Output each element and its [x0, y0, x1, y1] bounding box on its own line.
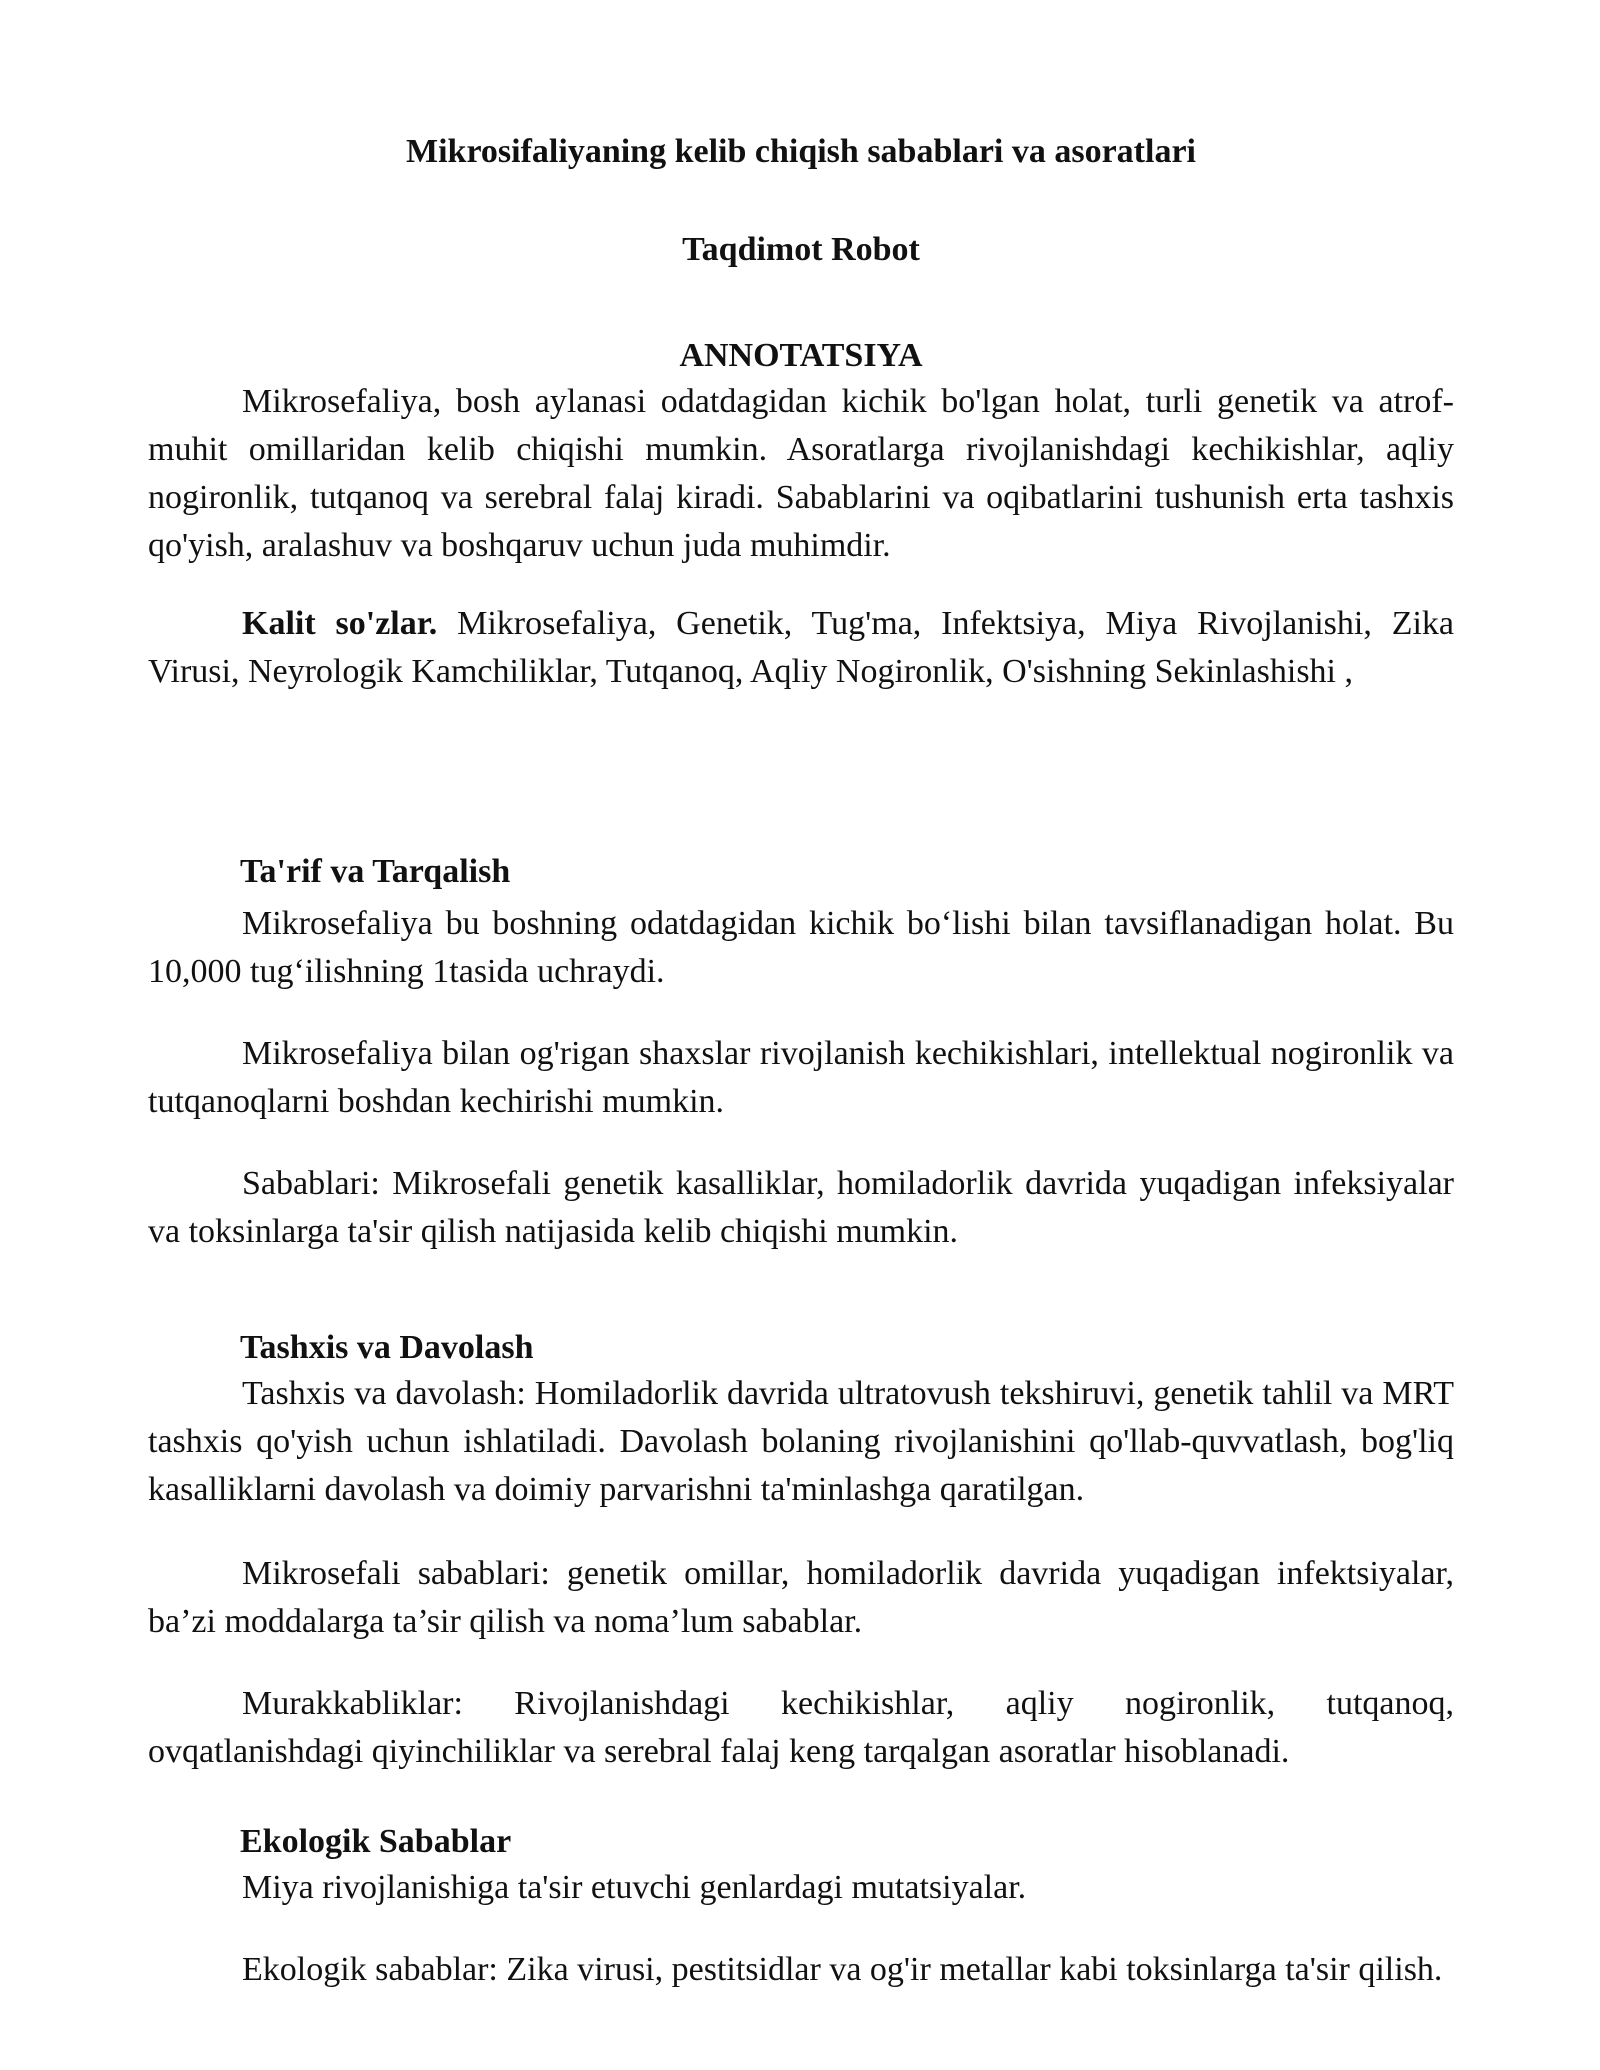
document-author: Taqdimot Robot: [682, 231, 920, 268]
section-paragraph: Tashxis va davolash: Homiladorlik davrida ultratovush tekshiruvi, genetik tahlil va MRT tashxis qo'yish uchun ishlatiladi. Davolash bolaning rivojlanishini qo'llab-quvvatlash, bog'liq kasalliklarni davolash va doimiy parvarishni ta'minlashga qaratilgan.: [148, 1375, 1454, 1508]
section-paragraph: Mikrosefaliya bu boshning odatdagidan kichik bo‘lishi bilan tavsiflanadigan holat. Bu 10,000 tug‘ilishning 1tasida uchraydi.: [148, 905, 1454, 990]
section-heading-tarif: Ta'rif va Tarqalish: [240, 853, 511, 890]
annotation-heading: ANNOTATSIYA: [679, 337, 923, 374]
document-title: Mikrosifaliyaning kelib chiqish sabablari va asoratlari: [406, 133, 1196, 170]
annotation-paragraph: Mikrosefaliya, bosh aylanasi odatdagidan kichik bo'lgan holat, turli genetik va atrof-muhit omillaridan kelib chiqishi mumkin. Asoratlarga rivojlanishdagi kechikishlar, aqliy nogironlik, tutqanoq va serebral falaj kiradi. Sabablarini va oqibatlarini tushunish erta tashxis qo'yish, aralashuv va boshqaruv uchun juda muhimdir.: [148, 383, 1454, 564]
section-heading-ekologik: Ekologik Sabablar: [240, 1823, 512, 1860]
section-paragraph: Ekologik sabablar: Zika virusi, pestitsidlar va og'ir metallar kabi toksinlarga ta'sir qilish.: [242, 1951, 1443, 1988]
section-paragraph: Mikrosefaliya bilan og'rigan shaxslar rivojlanish kechikishlari, intellektual nogironlik va tutqanoqlarni boshdan kechirishi mumkin.: [148, 1035, 1454, 1120]
section-paragraph: Sabablari: Mikrosefali genetik kasalliklar, homiladorlik davrida yuqadigan infeksiyalar va toksinlarga ta'sir qilish natijasida kelib chiqishi mumkin.: [148, 1165, 1454, 1250]
section-paragraph: Murakkabliklar: Rivojlanishdagi kechikishlar, aqliy nogironlik, tutqanoq, ovqatlanishdagi qiyinchiliklar va serebral falaj keng tarqalgan asoratlar hisoblanadi.: [148, 1685, 1454, 1770]
keywords-label: Kalit so'zlar.: [242, 605, 438, 642]
section-heading-tashxis: Tashxis va Davolash: [240, 1329, 534, 1366]
keywords-paragraph: [148, 600, 1454, 696]
section-paragraph: Miya rivojlanishiga ta'sir etuvchi genlardagi mutatsiyalar.: [242, 1869, 1027, 1906]
keywords-text: Mikrosefaliya, Genetik, Tug'ma, Infektsiya, Miya Rivojlanishi, Zika Virusi, Neyrologik Kamchiliklar, Tutqanoq, Aqliy Nogironlik, O'sishning Sekinlashishi ,: [148, 605, 1454, 690]
section-paragraph: Mikrosefali sabablari: genetik omillar, homiladorlik davrida yuqadigan infektsiyalar, ba’zi moddalarga ta’sir qilish va noma’lum sabablar.: [148, 1555, 1454, 1640]
